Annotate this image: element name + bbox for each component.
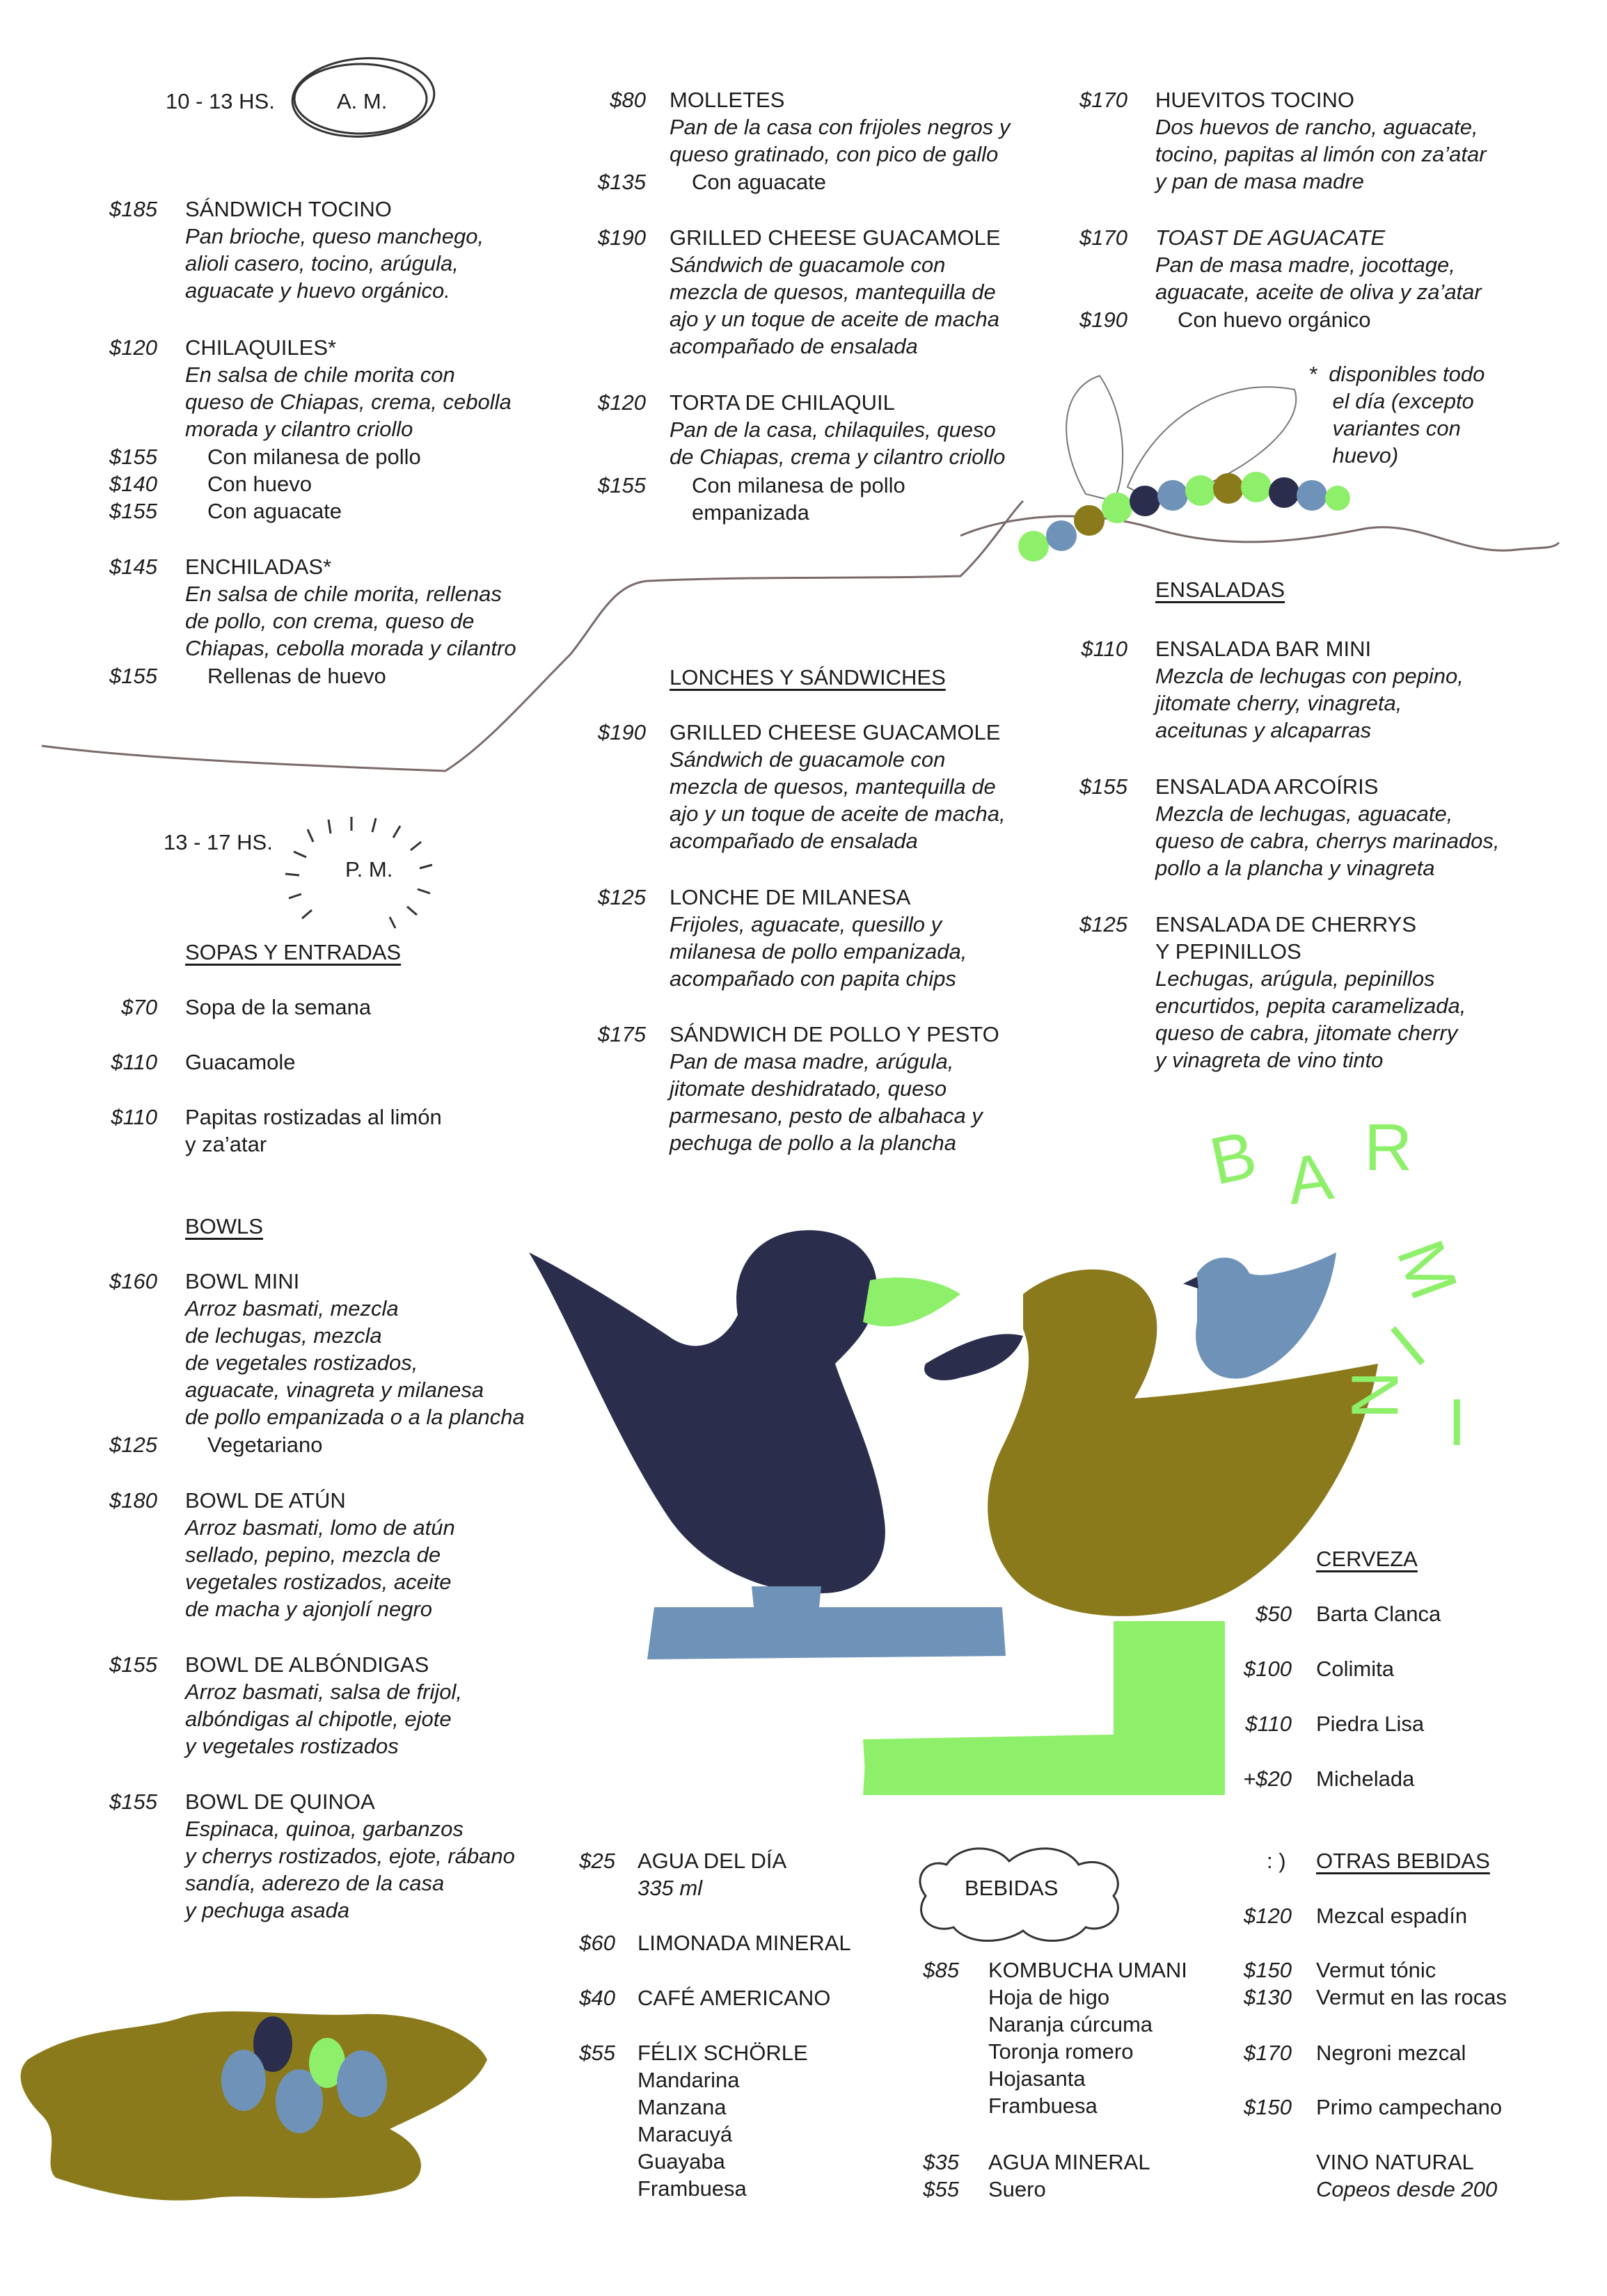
vino-natural-desc: Copeos desde 200	[1316, 2177, 1498, 2201]
item-name: BOWL DE ATÚN	[185, 1488, 346, 1513]
item-price: $40	[579, 1986, 615, 2010]
item-desc: Frijoles, aguacate, quesillo y milanesa de pollo empanizada, acompañado con papita chips	[670, 912, 967, 991]
item-price: $150	[1244, 1958, 1292, 1982]
variant-price: $155	[109, 664, 157, 688]
item-label: Piedra Lisa	[1316, 1712, 1425, 1736]
menu-item-lonche-milanesa	[670, 884, 967, 992]
item-name: GRILLED CHEESE GUACAMOLE	[670, 225, 1001, 250]
vino-natural-name: VINO NATURAL	[1316, 2150, 1474, 2174]
variant-price: $125	[109, 1433, 157, 1457]
variant-price: $140	[109, 472, 157, 496]
item-price: $85	[923, 1958, 959, 1982]
item-label: Sopa de la semana	[185, 995, 372, 1019]
logo-letter-m: M	[1382, 1230, 1472, 1309]
item-label: Michelada	[1316, 1767, 1415, 1791]
section-header-sopas: SOPAS Y ENTRADAS	[185, 940, 402, 964]
item-price: $70	[121, 995, 157, 1019]
item-desc: Pan brioche, queso manchego, alioli casero, tocino, arúgula, aguacate y huevo orgánico.	[185, 224, 484, 303]
item-desc: Arroz basmati, mezcla de lechugas, mezcla de vegetales rostizados, aguacate, vinagreta y milanesa de pollo empanizada o a la plancha	[185, 1296, 525, 1429]
item-price: $145	[109, 555, 157, 579]
item-flavors: Mandarina Manzana Maracuyá Guayaba Frambuesa	[638, 2068, 747, 2201]
item-name: HUEVITOS TOCINO	[1155, 88, 1354, 112]
menu-item-huevitos-tocino	[1155, 86, 1487, 195]
item-price: $190	[598, 720, 646, 744]
item-desc: En salsa de chile morita, rellenas de pollo, con crema, queso de Chiapas, cebolla morada y cilantro	[185, 582, 516, 660]
item-desc: Pan de la casa con frijoles negros y queso gratinado, con pico de gallo	[670, 115, 1011, 166]
item-name: BOWL MINI	[185, 1269, 300, 1293]
item-price: $110	[111, 1050, 157, 1074]
item-desc: Mezcla de lechugas con pepino, jitomate cherry, vinagreta, aceitunas y alcaparras	[1155, 664, 1464, 742]
logo-letter-i2: I	[1448, 1385, 1466, 1460]
menu-item-bowl-atun	[185, 1487, 455, 1623]
blue-stand	[647, 1607, 1006, 1659]
item-name: TOAST DE AGUACATE	[1155, 225, 1386, 250]
menu-item-bowl-albondigas	[185, 1651, 462, 1760]
section-header-cerveza: CERVEZA	[1316, 1547, 1418, 1571]
item-desc: Pan de la casa, chilaquiles, queso de Chiapas, crema y cilantro criollo	[670, 417, 1006, 469]
item-desc: Sándwich de guacamole con mezcla de quesos, mantequilla de ajo y un toque de aceite de macha acompañado de ensalada	[670, 253, 999, 358]
item-desc: 335 ml	[638, 1876, 703, 1900]
item-price: $50	[1256, 1602, 1292, 1626]
menu-item-chilaquiles	[185, 334, 512, 443]
item-price: $25	[579, 1849, 615, 1873]
item-name: ENSALADA BAR MINI	[1155, 637, 1372, 661]
item-price: $170	[1079, 225, 1127, 250]
drink-kombucha	[988, 1956, 1187, 2119]
blue-duck-icon	[1183, 1252, 1336, 1379]
item-name: KOMBUCHA UMANI	[988, 1958, 1187, 1982]
variant-price: $155	[109, 499, 157, 523]
menu-item-toast-aguacate	[1155, 224, 1482, 305]
menu-item-bowl-mini	[185, 1268, 525, 1430]
menu-item-torta-chilaquil	[670, 389, 1005, 470]
drink-limonada: LIMONADA MINERAL	[638, 1931, 851, 1955]
item-price: +$20	[1243, 1767, 1292, 1791]
menu-item-bowl-quinoa	[185, 1788, 515, 1924]
item-name: GRILLED CHEESE GUACAMOLE	[670, 720, 1001, 744]
item-name: ENSALADA ARCOÍRIS	[1155, 774, 1379, 799]
item-price: $110	[1245, 1712, 1292, 1736]
afternoon-hours: 13 - 17 HS.	[164, 830, 273, 854]
item-name: CHILAQUILES*	[185, 335, 337, 360]
drink-agua-mineral: AGUA MINERAL	[988, 2150, 1150, 2174]
item-flavors: Hoja de higo Naranja cúrcuma Toronja romero Hojasanta Frambuesa	[988, 1985, 1153, 2118]
item-desc: Lechugas, arúgula, pepinillos encurtidos, pepita caramelizada, queso de cabra, jitomate cherry y vinagreta de vino tinto	[1155, 966, 1466, 1072]
item-desc: Espinaca, quinoa, garbanzos y cherrys rostizados, ejote, rábano sandía, aderezo de la casa y pechuga asada	[185, 1817, 515, 1922]
section-header-otras: OTRAS BEBIDAS	[1316, 1849, 1490, 1873]
logo-letter-b: B	[1203, 1117, 1263, 1199]
item-price: $180	[109, 1488, 157, 1513]
item-price: $125	[1079, 912, 1127, 936]
item-desc: Sándwich de guacamole con mezcla de quesos, mantequilla de ajo y un toque de aceite de macha, acompañado de ensalada	[670, 747, 1006, 853]
drink-felix-schorle	[638, 2039, 808, 2202]
item-desc: Arroz basmati, salsa de frijol, albóndigas al chipotle, ejote y vegetales rostizados	[185, 1680, 462, 1758]
menu-item-molletes	[670, 86, 1010, 168]
navy-duck-icon	[529, 1230, 960, 1593]
item-name: BOWL DE ALBÓNDIGAS	[185, 1652, 429, 1677]
menu-item-grilled-cheese	[670, 719, 1006, 854]
availability-note: * disponibles todo el día (excepto variantes con huevo)	[1308, 362, 1485, 468]
item-price: $120	[1244, 1904, 1292, 1928]
navy-duck-leg	[752, 1586, 821, 1621]
section-header-lonches: LONCHES Y SÁNDWICHES	[670, 665, 946, 689]
item-label: Mezcal espadín	[1316, 1904, 1468, 1928]
item-price: $155	[109, 1652, 157, 1677]
variant-label: Con milanesa de pollo	[207, 445, 421, 469]
item-price: $170	[1244, 2041, 1292, 2065]
item-price: $100	[1244, 1657, 1292, 1681]
item-price: $110	[111, 1105, 157, 1129]
item-name: BOWL DE QUINOA	[185, 1789, 375, 1814]
menu-item-enchiladas	[185, 553, 516, 662]
variant-price: $190	[1079, 308, 1127, 332]
item-name: FÉLIX SCHÖRLE	[638, 2041, 808, 2065]
item-label: Vermut en las rocas	[1316, 1985, 1507, 2009]
item-label: Primo campechano	[1316, 2095, 1503, 2119]
item-label: Guacamole	[185, 1050, 296, 1074]
logo-letter-r: R	[1364, 1110, 1413, 1185]
variant-price: $135	[598, 170, 646, 194]
item-price: $170	[1079, 88, 1127, 112]
section-header-bowls: BOWLS	[185, 1214, 263, 1238]
item-price: $150	[1244, 2095, 1292, 2119]
item-name: SÁNDWICH TOCINO	[185, 197, 392, 221]
item-price: $35	[923, 2150, 959, 2174]
item-label: Colimita	[1316, 1657, 1394, 1681]
item-name: ENSALADA DE CHERRYS Y PEPINILLOS	[1155, 912, 1416, 964]
item-price: $155	[109, 1789, 157, 1814]
item-label: Negroni mezcal	[1316, 2041, 1466, 2065]
bebidas-badge: BEBIDAS	[965, 1876, 1059, 1900]
variant-price: $155	[598, 473, 646, 497]
variant-label: Con huevo orgánico	[1178, 308, 1371, 332]
item-price: $155	[1079, 774, 1127, 799]
item-price: $185	[109, 197, 157, 221]
item-desc: Pan de masa madre, arúgula, jitomate deshidratado, queso parmesano, pesto de albahaca y pechuga de pollo a la plancha	[670, 1049, 983, 1155]
variant-label: Vegetariano	[207, 1433, 323, 1457]
item-name: ENCHILADAS*	[185, 555, 332, 579]
item-name: MOLLETES	[670, 88, 785, 112]
menu-item-ensalada-bar-mini	[1155, 635, 1464, 744]
afternoon-badge: P. M.	[345, 857, 393, 882]
item-label: Barta Clanca	[1316, 1602, 1441, 1626]
menu-item-grilled-cheese-morning	[670, 224, 1000, 360]
item-desc: Mezcla de lechugas, aguacate, queso de cabra, cherrys marinados, pollo a la plancha y vinagreta	[1155, 802, 1500, 880]
variant-label: Con huevo	[207, 472, 312, 496]
variant-label: Rellenas de huevo	[207, 664, 386, 688]
item-price: $190	[598, 225, 646, 250]
menu-item-ensalada-cherrys	[1155, 911, 1466, 1074]
menu-item-ensalada-arcoiris	[1155, 773, 1500, 882]
item-price: $55	[579, 2041, 615, 2065]
morning-badge: A. M.	[337, 89, 388, 113]
drink-cafe: CAFÉ AMERICANO	[638, 1986, 831, 2010]
item-desc: Arroz basmati, lomo de atún sellado, pepino, mezcla de vegetales rostizados, aceite de macha y ajonjolí negro	[185, 1515, 455, 1621]
logo-letter-i: I	[1377, 1312, 1439, 1381]
logo-letter-n: N	[1337, 1371, 1412, 1419]
item-price: $80	[610, 88, 646, 112]
nest-icon	[21, 2011, 487, 2201]
menu-item-sandwich-tocino	[185, 196, 484, 304]
item-price: $175	[598, 1022, 646, 1046]
morning-hours: 10 - 13 HS.	[166, 89, 275, 113]
item-price: $120	[109, 335, 157, 360]
item-desc: Pan de masa madre, jocottage, aguacate, aceite de oliva y za’atar	[1155, 253, 1482, 304]
item-price: $110	[1081, 637, 1127, 661]
item-name: TORTA DE CHILAQUIL	[670, 390, 895, 415]
smiley: : )	[1267, 1849, 1286, 1873]
item-name: AGUA DEL DÍA	[638, 1849, 787, 1873]
variant-label: Con milanesa de pollo empanizada	[692, 473, 905, 525]
item-label: Vermut tónic	[1316, 1958, 1436, 1982]
variant-price: $155	[109, 445, 157, 469]
item-desc: Dos huevos de rancho, aguacate, tocino, papitas al limón con za’atar y pan de masa madre	[1155, 115, 1487, 193]
logo-letter-a: A	[1282, 1139, 1338, 1219]
section-header-ensaladas: ENSALADAS	[1155, 577, 1285, 602]
menu-item-sandwich-pollo-pesto	[670, 1021, 999, 1156]
item-price: $60	[579, 1931, 615, 1955]
item-price: $55	[923, 2177, 959, 2201]
item-label: Papitas rostizadas al limón y za’atar	[185, 1105, 442, 1156]
item-price: $130	[1244, 1985, 1292, 2009]
item-price: $125	[598, 885, 646, 909]
item-price: $160	[109, 1269, 157, 1293]
drink-suero: Suero	[988, 2177, 1046, 2201]
item-price: $120	[598, 390, 646, 415]
variant-label: Con aguacate	[207, 499, 342, 523]
drink-agua-del-dia	[638, 1847, 786, 1902]
item-desc: En salsa de chile morita con queso de Chiapas, crema, cebolla morada y cilantro criollo	[185, 362, 512, 441]
item-name: SÁNDWICH DE POLLO Y PESTO	[670, 1022, 999, 1046]
variant-label: Con aguacate	[692, 170, 827, 194]
item-name: LONCHE DE MILANESA	[670, 885, 911, 909]
dragonfly-icon	[1018, 376, 1350, 561]
